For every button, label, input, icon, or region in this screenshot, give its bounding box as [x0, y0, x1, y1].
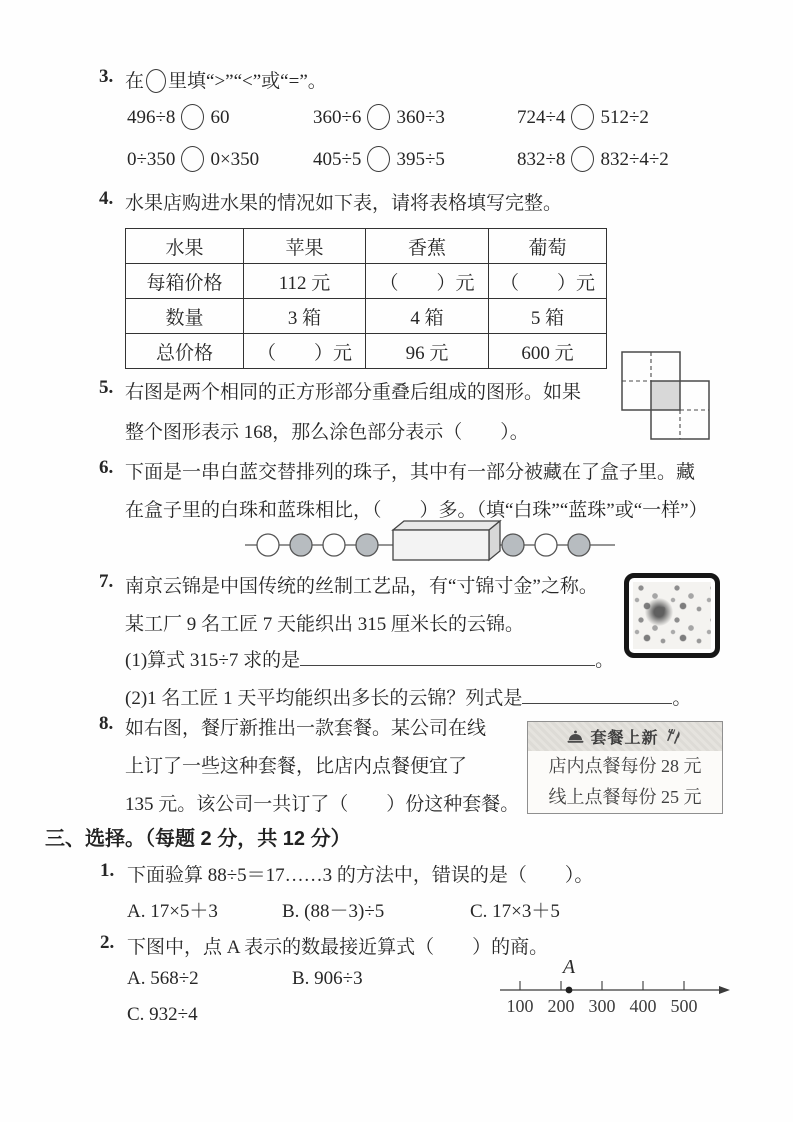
- answer-circle: [367, 146, 390, 172]
- point-a-dot: [566, 987, 573, 994]
- expression-right: 60: [210, 107, 230, 128]
- table-cell: 每箱价格: [126, 264, 244, 299]
- blank-line: [522, 688, 672, 704]
- expression-left: 360÷6: [313, 107, 362, 128]
- choice-q1-option-a: A. 17×5＋3: [127, 901, 218, 922]
- answer-circle: [571, 104, 594, 130]
- comparison-item: [313, 104, 445, 130]
- question-8-number: 8.: [99, 713, 114, 734]
- table-cell: 3 箱: [244, 299, 366, 334]
- answer-circle: [571, 146, 594, 172]
- choice-q1-text: 下面验算 88÷5＝17……3 的方法中，错误的是（ ）。: [127, 865, 594, 886]
- question-3-number: 3.: [99, 66, 114, 87]
- question-6-number: 6.: [99, 457, 114, 478]
- question-6-line1: 下面是一串白蓝交替排列的珠子，其中有一部分被藏在了盒子里。藏: [125, 462, 696, 483]
- question-4-text: 水果店购进水果的情况如下表，请将表格填写完整。: [125, 193, 563, 214]
- table-cell: 5 箱: [489, 299, 607, 334]
- brocade-motif: [645, 598, 673, 626]
- promo-card: [527, 721, 723, 814]
- question-6-line2: 在盒子里的白珠和蓝珠相比，（ ）多。（填“白珠”“蓝珠”或“一样”）: [125, 500, 708, 521]
- prompt-pre: 在: [125, 71, 145, 92]
- bead-blue: [502, 534, 524, 556]
- answer-circle: [181, 104, 204, 130]
- choice-q1-number: 1.: [100, 860, 115, 881]
- expression-right: 512÷2: [600, 107, 649, 128]
- bead-blue: [356, 534, 378, 556]
- question-8-line2: 上订了一些这种套餐，比店内点餐便宜了: [125, 756, 468, 777]
- table-header-cell: 葡萄: [489, 229, 607, 264]
- expression-left: 832÷8: [517, 149, 566, 170]
- table-cell: 112 元: [244, 264, 366, 299]
- question-3-prompt: [125, 66, 327, 93]
- tick-label: 500: [670, 996, 698, 1016]
- table-cell: 4 箱: [366, 299, 489, 334]
- table-header-cell: 苹果: [244, 229, 366, 264]
- point-a-label: A: [562, 956, 576, 978]
- comparison-item: [127, 104, 229, 130]
- table-header-cell: 水果: [126, 229, 244, 264]
- table-row: [126, 299, 607, 334]
- comparison-item: [517, 104, 649, 130]
- expression-left: 724÷4: [517, 107, 566, 128]
- expression-left: 0÷350: [127, 149, 176, 170]
- table-cell: 96 元: [366, 334, 489, 369]
- bead-blue: [290, 534, 312, 556]
- table-cell: （ ）元: [244, 334, 366, 369]
- question-7-line1: 南京云锦是中国传统的丝制工艺品，有“寸锦寸金”之称。: [125, 576, 598, 597]
- question-5-line2: 整个图形表示 168，那么涂色部分表示（ ）。: [125, 422, 529, 443]
- cloche-icon: [567, 730, 584, 744]
- choice-q2-option-b: B. 906÷3: [292, 968, 363, 989]
- sub2-text: (2)1 名工匠 1 天平均能织出多长的云锦？列式是: [125, 688, 523, 709]
- tick-label: 200: [547, 996, 575, 1016]
- promo-price-line1: 店内点餐每份 28 元: [548, 756, 702, 776]
- question-8-line3: 135 元。该公司一共订了（ ）份这种套餐。: [125, 794, 520, 815]
- expression-left: 496÷8: [127, 107, 176, 128]
- answer-circle: [367, 104, 390, 130]
- tick-marks: [520, 981, 684, 990]
- choice-q1-option-b: B. (88－3)÷5: [282, 901, 385, 922]
- question-7-line2: 某工厂 9 名工匠 7 天能织出 315 厘米长的云锦。: [125, 614, 525, 635]
- choice-q2-number: 2.: [100, 932, 115, 953]
- overlap-squares-figure: [621, 351, 713, 443]
- sub2-period: 。: [672, 688, 692, 709]
- bead-white: [323, 534, 345, 556]
- answer-circle: [181, 146, 204, 172]
- shaded-region: [651, 381, 680, 410]
- arrowhead: [719, 986, 730, 994]
- table-header-cell: 香蕉: [366, 229, 489, 264]
- table-cell: 总价格: [126, 334, 244, 369]
- section-choice-title: 三、选择。（每题 2 分，共 12 分）: [45, 828, 351, 850]
- promo-title: 套餐上新: [590, 730, 659, 747]
- question-5-line1: 右图是两个相同的正方形部分重叠后组成的图形。如果: [125, 382, 582, 403]
- fork-knife-icon: [665, 729, 683, 744]
- comparison-item: [517, 146, 669, 172]
- blank-line: [300, 650, 595, 666]
- tick-label: 300: [588, 996, 616, 1016]
- question-8-line1: 如右图，餐厅新推出一款套餐。某公司在线: [125, 718, 487, 739]
- expression-right: 832÷4÷2: [600, 149, 669, 170]
- choice-q1-option-c: C. 17×3＋5: [470, 901, 560, 922]
- answer-circle: [146, 69, 166, 93]
- bead-string-figure: [243, 518, 618, 566]
- table-cell: （ ）元: [366, 264, 489, 299]
- comparison-item: [313, 146, 445, 172]
- expression-right: 395÷5: [396, 149, 445, 170]
- number-line-figure: [498, 956, 738, 1020]
- choice-q2-option-c: C. 932÷4: [127, 1004, 198, 1025]
- brocade-image: [624, 573, 720, 658]
- question-4-number: 4.: [99, 188, 114, 209]
- question-7-sub1: [125, 645, 614, 672]
- table-row: [126, 229, 607, 264]
- table-row: [126, 334, 607, 369]
- tick-labels: [507, 996, 698, 1016]
- tick-label: 100: [506, 996, 534, 1016]
- expression-right: 0×350: [210, 149, 260, 170]
- tick-label: 400: [629, 996, 657, 1016]
- brocade-pattern: [633, 582, 711, 649]
- table-cell: 数量: [126, 299, 244, 334]
- bead-white: [535, 534, 557, 556]
- comparison-item: [127, 146, 259, 172]
- prompt-post: 里填“>”“<”或“=”。: [168, 71, 327, 92]
- expression-right: 360÷3: [396, 107, 445, 128]
- question-7-sub2: [125, 683, 691, 710]
- choice-q2-text: 下图中，点 A 表示的数最接近算式（ ）的商。: [127, 937, 549, 958]
- table-cell: （ ）元: [489, 264, 607, 299]
- table-cell: 600 元: [489, 334, 607, 369]
- table-row: [126, 264, 607, 299]
- bead-blue: [568, 534, 590, 556]
- hidden-box: [393, 521, 500, 560]
- choice-q2-option-a: A. 568÷2: [127, 968, 199, 989]
- question-7-number: 7.: [99, 571, 114, 592]
- sub1-period: 。: [595, 650, 615, 671]
- expression-left: 405÷5: [313, 149, 362, 170]
- question-5-number: 5.: [99, 377, 114, 398]
- bead-white: [257, 534, 279, 556]
- sub1-text: (1)算式 315÷7 求的是: [125, 650, 301, 671]
- fruit-table: [125, 228, 607, 369]
- promo-price-line2: 线上点餐每份 25 元: [548, 787, 702, 807]
- promo-header: [528, 722, 722, 751]
